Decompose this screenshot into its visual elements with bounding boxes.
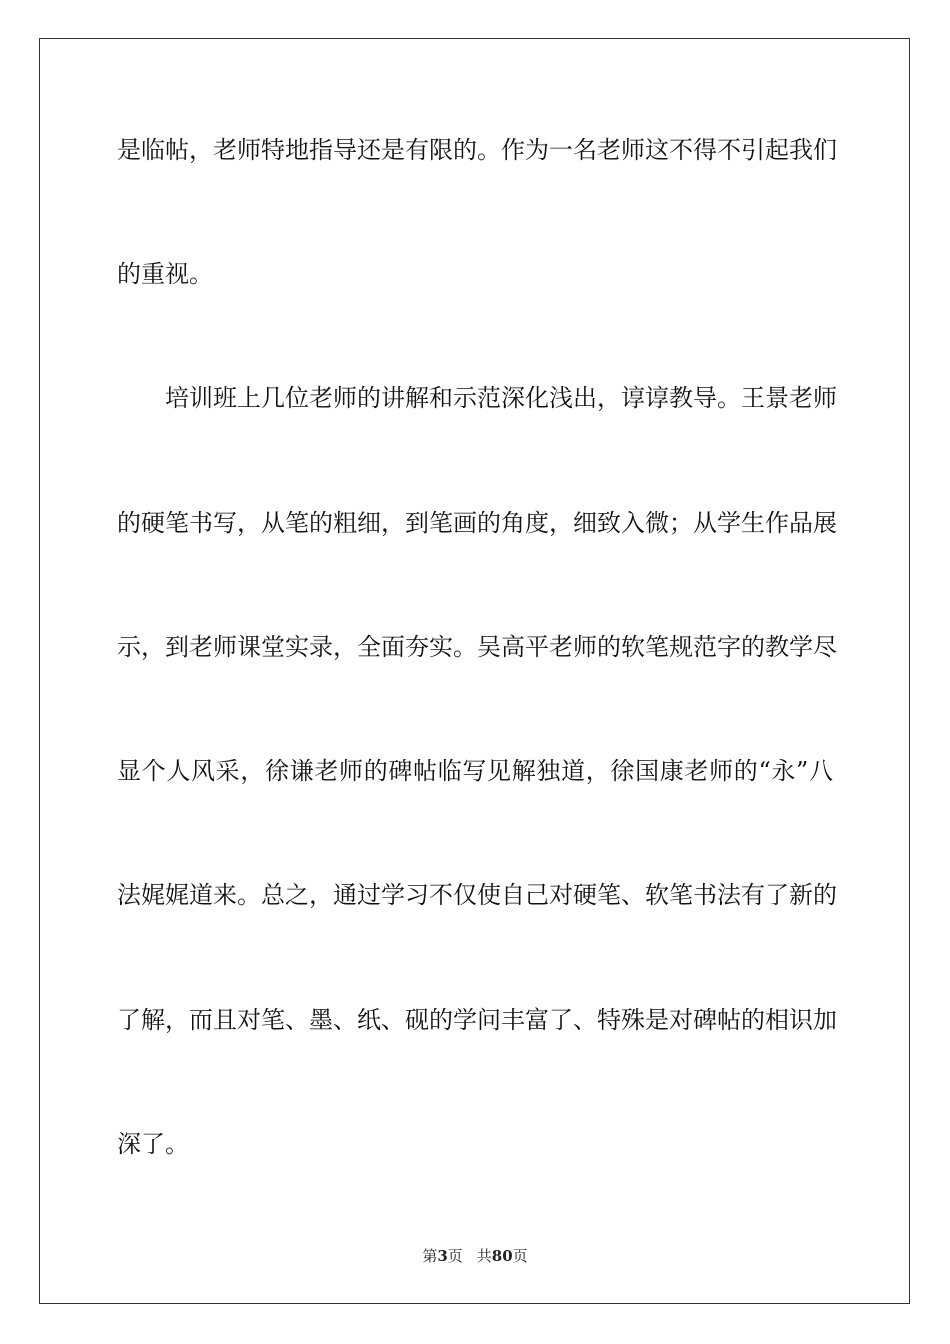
page-suffix: 页 (447, 1247, 463, 1265)
total-suffix: 页 (512, 1247, 528, 1265)
text-line-9: 深了。 (117, 1130, 189, 1158)
total-prefix: 共 (476, 1247, 492, 1265)
text-line-2: 的重视。 (117, 260, 213, 288)
page-footer (0, 1246, 950, 1266)
text-line-5: 示，到老师课堂实录，全面夯实。吴高平老师的软笔规范字的教学尽 (117, 633, 837, 661)
total-pages: 80 (491, 1247, 513, 1265)
text-line-3: 培训班上几位老师的讲解和示范深化浅出，谆谆教导。王景老师 (165, 384, 837, 412)
text-line-1: 是临帖，老师特地指导还是有限的。作为一名老师这不得不引起我们 (117, 136, 837, 164)
text-line-7: 法娓娓道来。总之，通过学习不仅使自己对硬笔、软笔书法有了新的 (117, 881, 837, 909)
page-prefix: 第 (422, 1247, 438, 1265)
page-border (39, 38, 910, 1304)
page-number: 3 (437, 1247, 448, 1265)
text-line-6: 显个人风采，徐谦老师的碑帖临写见解独道，徐国康老师的“永”八 (117, 757, 833, 785)
text-line-8: 了解，而且对笔、墨、纸、砚的学问丰富了、特殊是对碑帖的相识加 (117, 1006, 837, 1034)
text-line-4: 的硬笔书写，从笔的粗细，到笔画的角度，细致入微；从学生作品展 (117, 509, 837, 537)
